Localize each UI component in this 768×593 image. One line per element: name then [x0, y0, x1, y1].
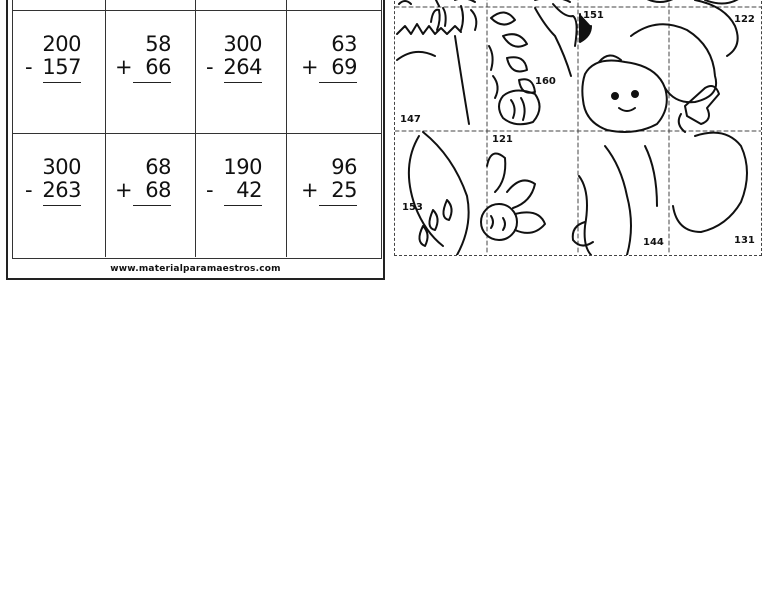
puzzle-number: 121	[492, 134, 513, 145]
problem-cell	[287, 10, 381, 133]
problem-bottom: 69	[331, 55, 357, 79]
problem-cell	[196, 10, 287, 133]
worksheet	[6, 0, 385, 280]
coloring-picture	[395, 0, 761, 255]
answer-line	[319, 205, 357, 206]
problem-grid	[12, 0, 382, 259]
problem-operator: -	[25, 178, 33, 202]
answer-line	[43, 82, 81, 83]
problem-cell	[106, 10, 196, 133]
problem-bottom: 68	[145, 178, 171, 202]
grid-top-cell	[287, 0, 381, 10]
problem-cell	[13, 133, 106, 257]
problem-top: 68	[145, 155, 171, 179]
math-problem	[115, 156, 171, 206]
puzzle-number: 151	[583, 10, 604, 21]
grid-top-cell	[106, 0, 196, 10]
answer-line	[133, 82, 171, 83]
answer-line	[319, 82, 357, 83]
grid-top-cell	[196, 0, 287, 10]
problem-operator: +	[115, 178, 133, 202]
puzzle-number: 144	[643, 237, 664, 248]
problem-top: 300	[223, 32, 262, 56]
problem-cell	[287, 133, 381, 257]
answer-line	[224, 205, 262, 206]
math-problem	[206, 156, 262, 206]
problem-bottom: 66	[145, 55, 171, 79]
puzzle-number: 131	[734, 235, 755, 246]
math-problem	[25, 156, 81, 206]
puzzle-number: 153	[402, 202, 423, 213]
problem-top: 190	[223, 155, 262, 179]
problem-operator: -	[206, 178, 214, 202]
answer-line	[224, 82, 262, 83]
problem-bottom: 264	[223, 55, 262, 79]
puzzle-number: 147	[400, 114, 421, 125]
math-problem	[25, 33, 81, 83]
puzzle-number: 160	[535, 76, 556, 87]
problem-bottom: 157	[42, 55, 81, 79]
problem-operator: -	[25, 55, 33, 79]
math-problem	[206, 33, 262, 83]
problem-operator: +	[115, 55, 133, 79]
problem-top: 300	[42, 155, 81, 179]
footer-url: www.materialparamaestros.com	[110, 264, 281, 274]
coloring-puzzle	[394, 0, 762, 256]
problem-top: 200	[42, 32, 81, 56]
math-problem	[115, 33, 171, 83]
problem-cell	[13, 10, 106, 133]
problem-bottom: 25	[331, 178, 357, 202]
problem-operator: -	[206, 55, 214, 79]
problem-operator: +	[301, 178, 319, 202]
math-problem	[301, 156, 357, 206]
grid-top-cell	[13, 0, 106, 10]
puzzle-number: 122	[734, 14, 755, 25]
problem-cell	[106, 133, 196, 257]
problem-top: 58	[145, 32, 171, 56]
problem-operator: +	[301, 55, 319, 79]
problem-cell	[196, 133, 287, 257]
problem-bottom: 42	[236, 178, 262, 202]
math-problem	[301, 33, 357, 83]
answer-line	[133, 205, 171, 206]
problem-top: 63	[331, 32, 357, 56]
answer-line	[43, 205, 81, 206]
problem-bottom: 263	[42, 178, 81, 202]
problem-top: 96	[331, 155, 357, 179]
